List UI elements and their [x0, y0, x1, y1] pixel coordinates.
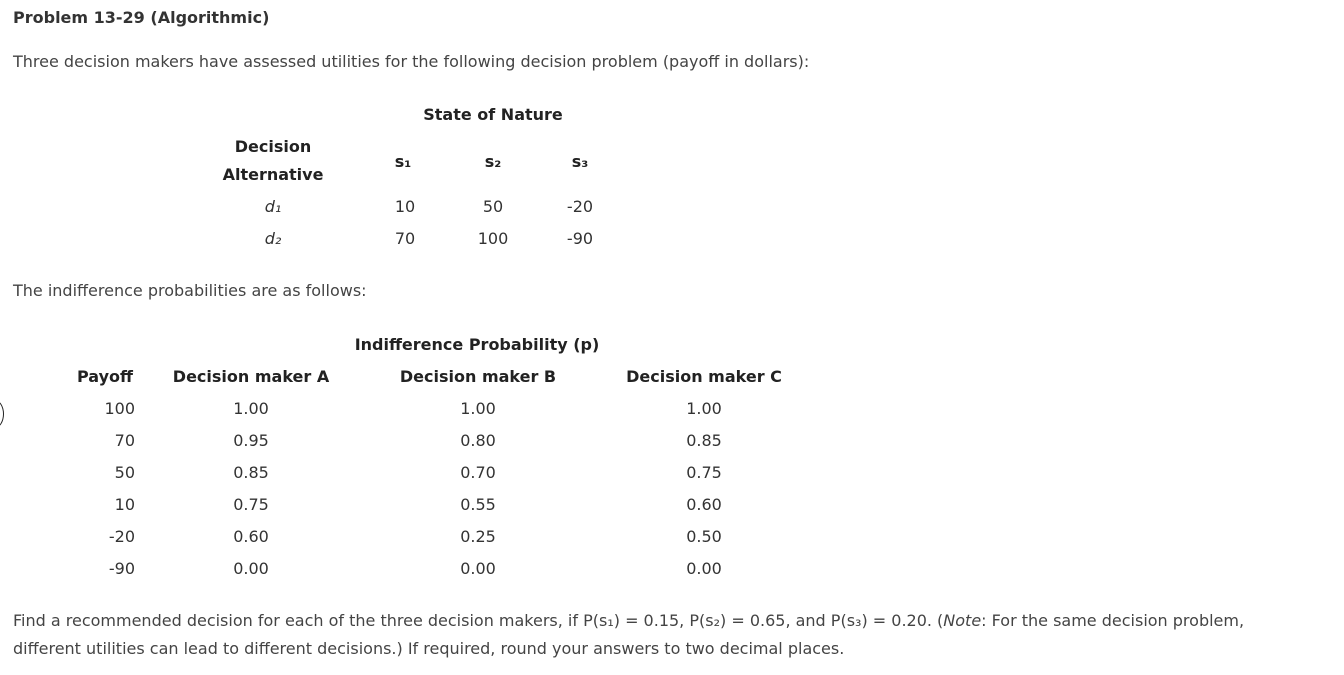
payoff-cell: 70 — [394, 229, 416, 248]
question-line2: different utilities can lead to different decisions.) If required, round your answers to two decimal places. — [13, 639, 845, 658]
prob-c: 0.75 — [686, 463, 722, 482]
prob-c: 0.60 — [686, 495, 722, 514]
prob-b: 1.00 — [460, 399, 496, 418]
problem-title: Problem 13-29 (Algorithmic) — [13, 8, 270, 27]
col-header-decision-maker-a: Decision maker A — [172, 367, 330, 386]
prob-a: 0.60 — [233, 527, 269, 546]
alternative-d2: d₂ — [264, 229, 282, 248]
indifference-intro-text: The indifference probabilities are as follows: — [13, 281, 367, 300]
payoff-cell: 100 — [477, 229, 509, 248]
prob-a: 0.00 — [233, 559, 269, 578]
note-word: Note — [943, 611, 982, 630]
prob-c: 1.00 — [686, 399, 722, 418]
col-header-payoff: Payoff — [77, 367, 133, 386]
prob-c: 0.85 — [686, 431, 722, 450]
col-header-decision-maker-c: Decision maker C — [626, 367, 782, 386]
prob-a: 0.95 — [233, 431, 269, 450]
edge-mark — [0, 400, 4, 428]
indifference-probability-header: Indifference Probability (p) — [354, 335, 600, 354]
state-of-nature-header: State of Nature — [423, 105, 563, 124]
question-part2: : For the same decision problem, — [981, 611, 1245, 630]
payoff-value: -20 — [108, 527, 135, 546]
prob-b: 0.80 — [460, 431, 496, 450]
question-line1 — [13, 611, 1244, 630]
payoff-cell: -90 — [566, 229, 594, 248]
prob-c: 0.00 — [686, 559, 722, 578]
prob-a: 0.75 — [233, 495, 269, 514]
decision-header-line2: Alternative — [222, 165, 324, 184]
prob-b: 0.25 — [460, 527, 496, 546]
payoff-value: -90 — [108, 559, 135, 578]
col-header-decision-maker-b: Decision maker B — [399, 367, 557, 386]
prob-b: 0.70 — [460, 463, 496, 482]
payoff-cell: 50 — [482, 197, 504, 216]
state-s2-header: s₂ — [484, 152, 502, 171]
prob-a: 1.00 — [233, 399, 269, 418]
payoff-value: 70 — [114, 431, 135, 450]
payoff-cell: -20 — [566, 197, 594, 216]
payoff-value: 50 — [114, 463, 135, 482]
payoff-value: 100 — [104, 399, 135, 418]
payoff-value: 10 — [114, 495, 135, 514]
prob-c: 0.50 — [686, 527, 722, 546]
state-s1-header: s₁ — [394, 152, 412, 171]
alternative-d1: d₁ — [264, 197, 282, 216]
question-part1: Find a recommended decision for each of the three decision makers, if P(s₁) = 0.15, P(s₂) = 0.65, and P(s₃) = 0.20. ( — [13, 611, 944, 630]
prob-b: 0.00 — [460, 559, 496, 578]
prob-b: 0.55 — [460, 495, 496, 514]
state-s3-header: s₃ — [571, 152, 589, 171]
prob-a: 0.85 — [233, 463, 269, 482]
decision-header-line1: Decision — [234, 137, 312, 156]
payoff-cell: 10 — [394, 197, 416, 216]
intro-text: Three decision makers have assessed utilities for the following decision problem (payoff in dollars): — [13, 52, 810, 71]
